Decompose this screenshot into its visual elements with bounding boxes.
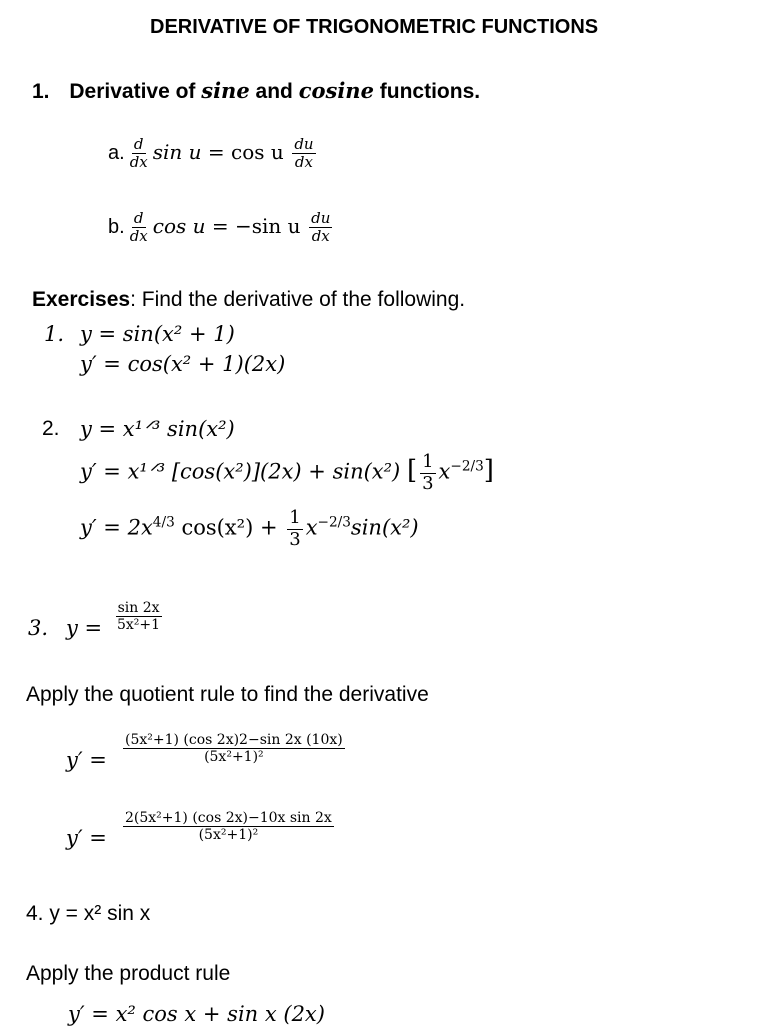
p1-line: y′ = x² cos x + sin x (2x) [68, 1002, 325, 1026]
formula-a-label: a. [108, 142, 125, 165]
page-title: DERIVATIVE OF TRIGONOMETRIC FUNCTIONS [150, 16, 599, 38]
section-number: 1. [32, 80, 50, 103]
q1-fraction [120, 732, 348, 765]
ex2-line3-d: sin(x²) [350, 515, 419, 540]
formula-b-d: d [133, 209, 144, 227]
ex3-den: 5x²+1 [117, 617, 161, 634]
formula-b-eq: = [205, 214, 235, 239]
ex2-line3: $y' = 2x^{4/3}$ cos(x²) + $\frac{1}{3}$ $x^{-2/3}\sin(x^2)$ [80, 507, 419, 550]
ex4-line: 4. y = x² sin x [26, 902, 151, 925]
formula-a-eq: = [201, 140, 232, 165]
right-bracket: ] [483, 455, 494, 486]
product-rule-text: Apply the product rule [26, 962, 231, 985]
formula-b-lhs: cos u [152, 214, 206, 239]
q1-den: (5x²+1)² [204, 749, 264, 766]
ex2-line3-b: cos(x²) + [181, 515, 278, 540]
ex2-line2: y′ = x¹ᐟ³ [cos(x²)](2x) + sin(x²) [ $\frac{1}{3}$ $x^{-2/3}$] [80, 451, 494, 494]
ex2-number: 2. [42, 417, 60, 440]
ex3-number: 3. [28, 616, 49, 640]
section-1-heading [32, 78, 480, 104]
formula-a-dx: dx [129, 153, 148, 172]
ex1-line2: y′ = cos(x² + 1)(2x) [80, 352, 286, 376]
q2-lhs: y′ = [66, 826, 107, 850]
ex2-one: 1 [422, 451, 434, 472]
ex3-num: sin 2x [117, 600, 160, 616]
ex2-three: 3 [422, 472, 434, 494]
formula-a-d: d [133, 135, 144, 153]
formula-b-dx: dx [129, 227, 148, 246]
formula-b [108, 210, 335, 246]
section-sine: sine [201, 78, 250, 103]
formula-a-du: du [294, 135, 314, 153]
ex2-line1: y = x¹ᐟ³ sin(x²) [80, 417, 235, 441]
section-and: and [249, 80, 299, 103]
quotient-rule-text: Apply the quotient rule to find the derivative [26, 683, 429, 706]
q1-lhs: y′ = [66, 748, 107, 772]
ex2-line2-text: y′ = x¹ᐟ³ [cos(x²)](2x) + sin(x²) [80, 459, 401, 484]
exercises-heading [32, 288, 465, 312]
ex2-x: x [438, 459, 451, 484]
formula-a-lhs: sin u [152, 140, 202, 165]
formula-a [108, 136, 319, 172]
formula-a-dx2: dx [294, 153, 313, 172]
q1-num: (5x²+1) (cos 2x)2−sin 2x (10x) [125, 732, 343, 748]
ex1-number: 1. [44, 322, 65, 346]
section-pre: Derivative of [69, 80, 202, 103]
formula-b-du: du [311, 209, 331, 227]
formula-b-label: b. [108, 216, 125, 239]
q2-num: 2(5x²+1) (cos 2x)−10x sin 2x [125, 810, 332, 826]
ex1-line1: y = sin(x² + 1) [80, 322, 235, 346]
formula-b-dx2: dx [311, 227, 330, 246]
q2-fraction [120, 810, 337, 843]
ex2-line3-x: x [305, 515, 318, 540]
left-bracket: [ [406, 455, 418, 486]
ex2-line3-one: 1 [289, 507, 301, 528]
section-post: functions. [373, 80, 481, 103]
ex2-line3-three: 3 [289, 528, 301, 550]
ex2-line3-a: y′ = 2x [80, 515, 153, 540]
section-cosine: cosine [298, 78, 374, 103]
q2-den: (5x²+1)² [198, 827, 259, 844]
exercises-label: Exercises [32, 288, 131, 311]
formula-b-rhs: −sin u [234, 214, 301, 239]
formula-a-rhs: cos u [231, 140, 284, 165]
ex3-y: y = [66, 616, 103, 640]
exercises-text: : Find the derivative of the following. [130, 288, 466, 311]
ex3-fraction [112, 600, 165, 633]
